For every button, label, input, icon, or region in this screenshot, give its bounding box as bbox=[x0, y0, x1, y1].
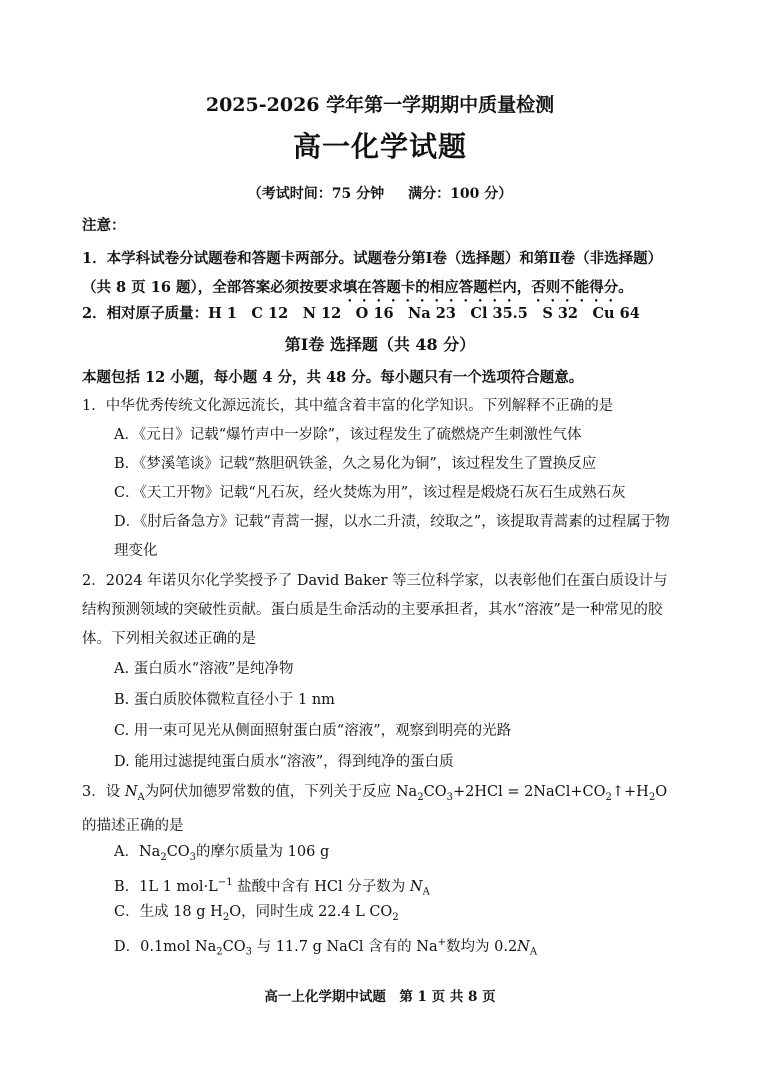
q3-d-part: CO bbox=[222, 938, 246, 955]
subscript: 3 bbox=[245, 946, 252, 958]
subscript: 2 bbox=[222, 911, 230, 923]
question-3-option-c bbox=[114, 898, 682, 932]
question-1-option-c: C．《天工开物》记载“凡石灰，经火焚炼为用”，该过程是煅烧石灰石生成熟石灰 bbox=[114, 485, 626, 501]
subscript: 2 bbox=[392, 911, 399, 923]
question-1-option-b: B．《梦溪笔谈》记载“熬胆矾铁釜，久之易化为铜”，该过程发生了置换反应 bbox=[114, 456, 597, 472]
subscript: 2 bbox=[417, 791, 424, 803]
notice-item-1-text: 1．本学科试卷分试题卷和答题卡两部分。试题卷分第Ⅰ卷（选择题）和第Ⅱ卷（非选择题）（共 8 页 16 题），全部答案必须按要求 bbox=[82, 250, 663, 296]
q3-na-symbol: N bbox=[124, 784, 138, 800]
question-1-option-a: A．《元日》记载“爆竹声中一岁除”，该过程发生了硫燃烧产生刺激性气体 bbox=[114, 427, 582, 443]
q3-na-symbol: N bbox=[409, 878, 423, 895]
q3-na-symbol: N bbox=[517, 938, 530, 955]
q3-a-part: CO bbox=[166, 844, 190, 860]
q3-stem-part: O 的描述正确的是 bbox=[82, 784, 668, 834]
q3-na-subscript: A bbox=[422, 886, 430, 898]
question-3-stem bbox=[82, 778, 682, 841]
exam-info bbox=[0, 183, 760, 203]
subscript: 2 bbox=[648, 791, 656, 803]
subject-title: 高一化学试题 bbox=[292, 130, 467, 163]
section-title: 第Ⅰ卷 选择题（共 48 分） bbox=[284, 335, 476, 354]
q3-a-part: A．Na bbox=[114, 844, 161, 860]
question-2-stem: 2．2024 年诺贝尔化学奖授予了 David Baker 等三位科学家，以表彰他们在蛋白质设计与结构预测领域的突破性贡献。蛋白质是生命活动的主要承担者，其水“溶液”是一种常见的胶体。下列相关叙述正确的是 bbox=[82, 573, 668, 647]
notice-heading: 注意： bbox=[82, 217, 126, 234]
question-1-option-d: D．《肘后备急方》记载“青蒿一握，以水二升渍，绞取之”，该提取青蒿素的过程属于物理变化 bbox=[114, 514, 670, 559]
q3-d-part: 与 11.7 g NaCl 含有的 Na bbox=[251, 938, 438, 955]
q3-b-part: 盐酸中含有 HCl 分子数为 bbox=[232, 878, 410, 895]
notice-item-1 bbox=[82, 244, 682, 305]
q3-stem-part: ↑+H bbox=[611, 784, 649, 800]
superscript: + bbox=[437, 937, 446, 948]
subscript: 2 bbox=[160, 851, 167, 863]
question-2-option-b: B. 蛋白质胶体微粒直径小于 1 nm bbox=[114, 692, 335, 708]
q3-b-part: B．1L 1 mol·L bbox=[114, 878, 218, 895]
q3-stem-part: CO bbox=[423, 784, 447, 800]
q3-d-part: D．0.1mol Na bbox=[114, 938, 217, 955]
q3-c-part: C．生成 18 g H bbox=[114, 904, 223, 920]
question-3-option-d bbox=[114, 928, 682, 967]
q3-stem-part: 为阿伏加德罗常数的值，下列关于反应 Na bbox=[144, 784, 418, 800]
q3-stem-part: +2HCl = 2NaCl+CO bbox=[452, 784, 606, 800]
question-1-stem: 1．中华优秀传统文化源远流长，其中蕴含着丰富的化学知识。下列解释不正确的是 bbox=[82, 398, 614, 414]
q3-d-part: 数均为 0.2 bbox=[446, 938, 518, 955]
notice-item-1-emphasis: 填在答题卡的相应答题栏内，否则不能得分 bbox=[342, 279, 619, 296]
subscript: 3 bbox=[189, 851, 197, 863]
question-3-option-a bbox=[114, 838, 682, 872]
q3-na-subscript: A bbox=[529, 946, 538, 958]
q3-c-part: O，同时生成 22.4 L CO bbox=[229, 904, 393, 920]
exam-time: （考试时间：75 分钟 bbox=[247, 186, 385, 202]
subscript: 3 bbox=[446, 791, 453, 803]
q3-stem-part: 3．设 bbox=[82, 784, 125, 800]
page-footer: 高一上化学期中试题 第 1 页 共 8 页 bbox=[264, 989, 496, 1005]
superscript: −1 bbox=[217, 877, 233, 888]
notice-item-2: 2．相对原子质量：H 1 C 12 N 12 O 16 Na 23 Cl 35.5 S 32 Cu 64 bbox=[82, 305, 640, 322]
section-intro: 本题包括 12 小题，每小题 4 分，共 48 分。每小题只有一个选项符合题意。 bbox=[82, 369, 584, 386]
exam-title: 2025-2026 学年第一学期期中质量检测 bbox=[205, 94, 555, 116]
q3-a-part: 的摩尔质量为 106 g bbox=[196, 844, 330, 860]
question-2-option-d: D. 能用过滤提纯蛋白质水“溶液”，得到纯净的蛋白质 bbox=[114, 754, 454, 770]
subscript: 2 bbox=[605, 791, 612, 803]
notice-item-1-end: 。 bbox=[618, 279, 633, 296]
subscript: 2 bbox=[216, 946, 223, 958]
full-score: 满分：100 分） bbox=[408, 186, 513, 202]
question-2-option-c: C. 用一束可见光从侧面照射蛋白质“溶液”，观察到明亮的光路 bbox=[114, 723, 512, 739]
q3-na-subscript: A bbox=[137, 791, 145, 803]
question-2-option-a: A. 蛋白质水“溶液”是纯净物 bbox=[114, 661, 294, 677]
